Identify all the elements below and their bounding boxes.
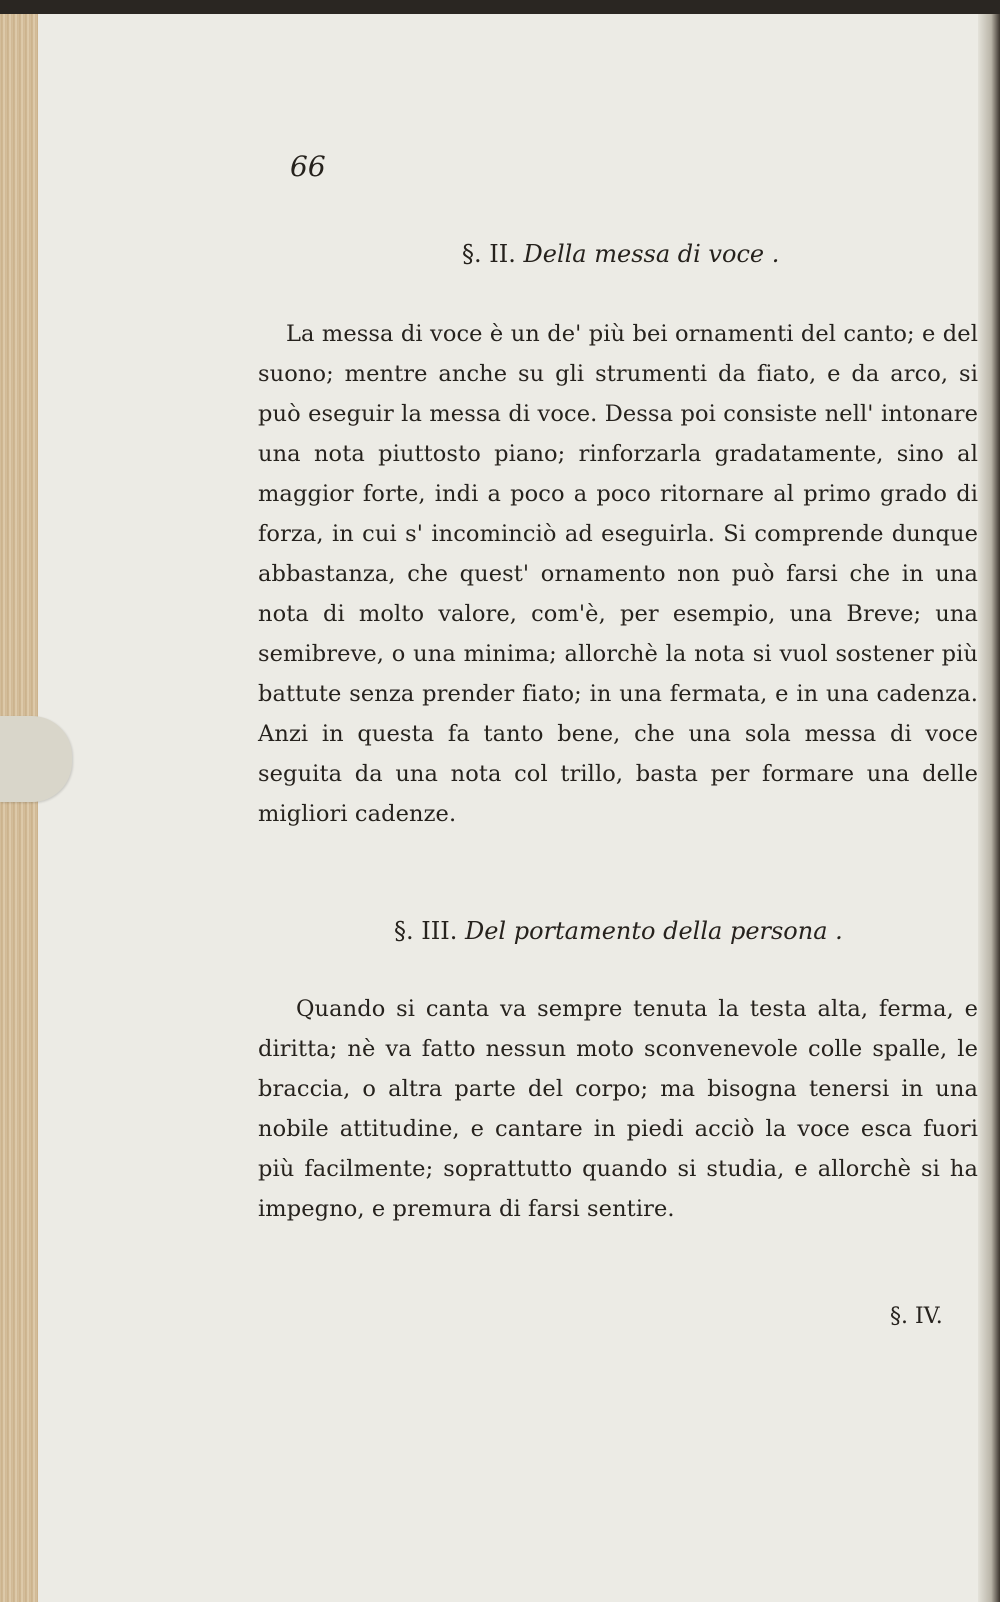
section-symbol: §. II. — [462, 240, 516, 268]
page-edge-left — [0, 14, 38, 1602]
page-number: 66 — [290, 150, 326, 183]
catchword: §. IV. — [890, 1304, 943, 1329]
bookmark-tab — [0, 716, 72, 802]
section-symbol: §. III. — [394, 917, 458, 945]
page-edge-right — [978, 14, 1000, 1602]
paragraph: Quando si canta va sempre tenuta la testa alta, ferma, e diritta; nè va fatto nessun moto sconvenevole colle spalle, le braccia, o altra parte del corpo; ma bisogna tenersi in una nobile attitudine, e cantare in piedi acciò la voce esca fuori più facilmente; soprattutto quando si studia, e allorchè si ha impegno, e premura di farsi sentire. — [258, 996, 978, 1222]
section-title: Del portamento della persona . — [464, 917, 843, 945]
paragraph: La messa di voce è un de' più bei ornamenti del canto; e del suono; mentre anche su gli strumenti da fiato, e da arco, si può eseguir la messa di voce. Dessa poi consiste nell' intonare una nota piuttosto piano; rinforzarla gradatamente, sino al maggior forte, indi a poco a poco ritornare al primo grado di forza, in cui s' incominciò ad eseguirla. Si comprende dunque abbastanza, che quest' ornamento non può farsi che in una nota di molto valore, com'è, per esempio, una Breve; una semibreve, o una minima; allorchè la nota si vuol sostener più battute senza prender fiato; in una fermata, e in una cadenza. Anzi in questa fa tanto bene, che una sola messa di voce seguita da una nota col trillo, basta per formare una delle migliori cadenze. — [258, 321, 978, 827]
book-page — [0, 14, 1000, 1602]
section-heading — [394, 917, 843, 945]
section-title: Della messa di voce . — [523, 240, 780, 268]
section-heading — [462, 240, 779, 268]
